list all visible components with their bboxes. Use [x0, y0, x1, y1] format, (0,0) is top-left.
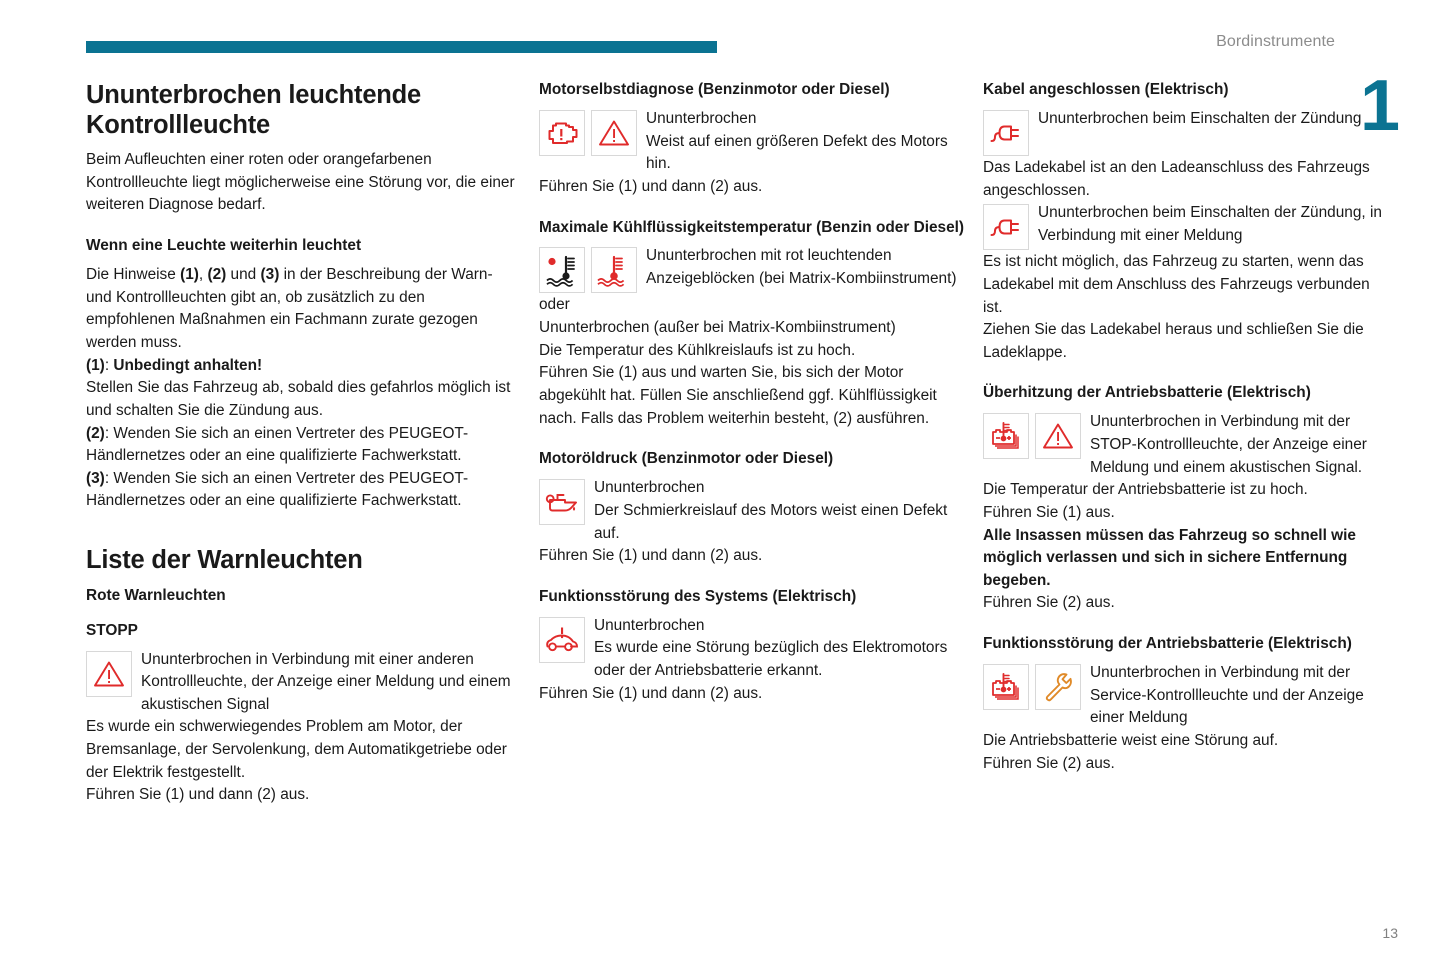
item-1-label: (1): [86, 356, 105, 374]
item-2-label: (2): [86, 424, 105, 442]
engine-diag-icon-row: [539, 108, 971, 176]
heading-stopp: STOPP: [86, 621, 138, 639]
oil-pressure-action: Führen Sie (1) und dann (2) aus.: [539, 547, 763, 565]
heading-battery-overheat: Überhitzung der Antriebsbatterie (Elektrisch): [983, 384, 1311, 402]
item-2-text: : Wenden Sie sich an einen Vertreter des PEUGEOT-Händlernetzes oder an eine qualifizierte Fachwerkstatt.: [86, 424, 469, 465]
heading-battery-fault: Funktionsstörung der Antriebsbatterie (Elektrisch): [983, 635, 1352, 653]
engine-diag-lead: Ununterbrochen: [646, 109, 757, 127]
service-wrench-icon: [1035, 664, 1081, 710]
stopp-icon-row: [86, 649, 516, 717]
column-3: [983, 80, 1383, 775]
system-fault-body: Es wurde eine Störung bezüglich des Elektromotors oder der Antriebsbatterie erkannt.: [594, 639, 948, 679]
item-1-text: Stellen Sie das Fahrzeug ab, sobald dies gefahrlos möglich ist und schalten Sie die Zündung aus.: [86, 379, 511, 419]
warning-triangle-icon: [86, 651, 132, 697]
page-title: Ununterbrochen leuchtende Kontrollleuchte: [86, 81, 422, 140]
item-3-label: (3): [86, 469, 105, 487]
hinweise-text-4: in der Beschreibung der Warn- und Kontrollleuchten gibt an, ob zusätzlich zu den empfohlenen Maßnahmen ein Fachmann zurate gezogen werden muss.: [86, 266, 493, 351]
cable-connected-icon-row-a: [983, 108, 1383, 157]
oil-pressure-body: Der Schmierkreislauf des Motors weist einen Defekt auf.: [594, 501, 948, 542]
electric-car-fault-icon: [539, 617, 585, 663]
icon-group: [539, 617, 585, 663]
icon-group: [983, 204, 1029, 250]
system-fault-lead: Ununterbrochen: [594, 616, 705, 634]
cable-body-c: Ziehen Sie das Ladekabel heraus und schließen Sie die Ladeklappe.: [983, 321, 1364, 361]
cable-body-a: Das Ladekabel ist an den Ladeanschluss des Fahrzeugs angeschlossen.: [983, 158, 1370, 199]
battery-fault-action: Führen Sie (2) aus.: [983, 754, 1115, 772]
section-header-title: Bordinstrumente: [1216, 33, 1335, 50]
heading-engine-self-diagnosis: Motorselbstdiagnose (Benzinmotor oder Diesel): [539, 81, 890, 98]
item-3-text: : Wenden Sie sich an einen Vertreter des PEUGEOT-Händlernetzes oder an eine qualifizierte Fachwerkstatt.: [86, 469, 469, 510]
hinweise-paragraph: [86, 264, 516, 355]
icon-group: [86, 651, 132, 697]
column-1: [86, 80, 516, 807]
item-2-paragraph: [86, 423, 516, 468]
column-2: [539, 80, 971, 705]
cable-lead-a: Ununterbrochen beim Einschalten der Zündung: [1038, 109, 1362, 127]
warning-triangle-icon: [1035, 413, 1081, 459]
header-accent-bar: [86, 41, 717, 53]
stopp-lead-text: Ununterbrochen in Verbindung mit einer anderen Kontrollleuchte, der Anzeige einer Meldung und einem akustischen Signal: [141, 650, 511, 713]
heading-max-coolant-temp: Maximale Kühlflüssigkeitstemperatur (Benzin oder Diesel): [539, 218, 965, 236]
chapter-number: 1: [1359, 66, 1398, 146]
icon-group: [539, 247, 637, 293]
stopp-body-text: Es wurde ein schwerwiegendes Problem am Motor, der Bremsanlage, der Servolenkung, dem Automatikgetriebe oder der Elektrik festgestellt.: [86, 718, 507, 781]
icon-group: [983, 110, 1029, 156]
battery-overheat-action: Führen Sie (1) aus.: [983, 503, 1115, 521]
battery-fault-lead: Ununterbrochen in Verbindung mit der Service-Kontrollleuchte und der Anzeige einer Meldung: [1090, 664, 1364, 727]
subheading-red-warning-lights: Rote Warnleuchten: [86, 586, 226, 604]
heading-system-fault: Funktionsstörung des Systems (Elektrisch): [539, 587, 857, 605]
section-title-warning-lights: Liste der Warnleuchten: [86, 546, 363, 575]
icon-group: [983, 664, 1081, 710]
oil-pressure-icon-row: [539, 477, 971, 545]
battery-temp-icon: [983, 664, 1029, 710]
hinweise-text-2: ,: [198, 266, 208, 284]
system-fault-action: Führen Sie (1) und dann (2) aus.: [539, 684, 763, 702]
coolant-temp-dot-icon: [539, 247, 585, 293]
item-3-paragraph: [86, 468, 516, 513]
coolant-icon-row: [539, 245, 971, 294]
engine-diag-body: Weist auf einen größeren Defekt des Motors hin.: [646, 132, 948, 173]
battery-overheat-body: Die Temperatur der Antriebsbatterie ist zu hoch.: [983, 481, 1308, 499]
charge-plug-icon: [983, 110, 1029, 156]
hinweise-text-3: und: [226, 266, 261, 284]
cable-body-b: Es ist nicht möglich, das Fahrzeug zu starten, wenn das Ladekabel mit dem Anschluss des Fahrzeugs verbunden ist.: [983, 253, 1370, 316]
engine-diag-action: Führen Sie (1) und dann (2) aus.: [539, 177, 763, 195]
battery-overheat-lead: Ununterbrochen in Verbindung mit der STOP-Kontrollleuchte, der Anzeige einer Meldung und einem akustischen Signal.: [1090, 413, 1367, 476]
battery-overheat-warning: Alle Insassen müssen das Fahrzeug so schnell wie möglich verlassen und sich in sichere Entfernung begeben.: [983, 526, 1356, 589]
heading-cable-connected: Kabel angeschlossen (Elektrisch): [983, 81, 1229, 98]
warning-triangle-icon: [591, 110, 637, 156]
icon-group: [539, 110, 637, 156]
battery-overheat-action-2: Führen Sie (2) aus.: [983, 594, 1115, 612]
battery-fault-body: Die Antriebsbatterie weist eine Störung auf.: [983, 731, 1279, 749]
intro-paragraph: Beim Aufleuchten einer roten oder orangefarbenen Kontrollleuchte liegt möglicherweise eine Störung vor, die einer weiteren Diagnose bedarf.: [86, 151, 515, 214]
icon-group: [539, 479, 585, 525]
coolant-lead-2: Ununterbrochen (außer bei Matrix-Kombiinstrument): [539, 319, 896, 337]
page-columns: [0, 80, 1445, 807]
system-fault-icon-row: [539, 615, 971, 683]
coolant-action: Führen Sie (1) aus und warten Sie, bis sich der Motor abgekühlt hat. Füllen Sie anschließend ggf. Kühlflüssigkeit nach. Falls das Problem weiterhin besteht, (2) ausführen.: [539, 364, 937, 427]
heading-light-still-on: Wenn eine Leuchte weiterhin leuchtet: [86, 237, 362, 255]
icon-group: [983, 413, 1081, 459]
hinweise-ref-3: (3): [260, 266, 280, 284]
item-1-paragraph: (1): Unbedingt anhalten!: [86, 356, 263, 374]
oil-pressure-lead: Ununterbrochen: [594, 479, 705, 497]
cable-connected-icon-row-b: [983, 202, 1383, 251]
hinweise-ref-1: (1): [180, 266, 199, 284]
battery-fault-icon-row: [983, 662, 1383, 730]
charge-plug-icon: [983, 204, 1029, 250]
battery-temp-icon: [983, 413, 1029, 459]
cable-lead-b: Ununterbrochen beim Einschalten der Zündung, in Verbindung mit einer Meldung: [1038, 204, 1382, 244]
stopp-action-text: Führen Sie (1) und dann (2) aus.: [86, 786, 310, 804]
page-number: 13: [1382, 925, 1398, 941]
coolant-lead: Ununterbrochen mit rot leuchtenden Anzeigeblöcken (bei Matrix-Kombiinstrument): [646, 247, 957, 288]
coolant-oder: oder: [539, 296, 570, 314]
item-1-bold: Unbedingt anhalten!: [113, 356, 263, 374]
coolant-body: Die Temperatur des Kühlkreislaufs ist zu hoch.: [539, 341, 856, 359]
engine-check-icon: [539, 110, 585, 156]
hinweise-ref-2: (2): [207, 266, 227, 284]
coolant-temp-red-icon: [591, 247, 637, 293]
heading-oil-pressure: Motoröldruck (Benzinmotor oder Diesel): [539, 450, 834, 468]
hinweise-text-1: Die Hinweise: [86, 266, 181, 284]
oil-can-icon: [539, 479, 585, 525]
battery-overheat-icon-row: [983, 411, 1383, 479]
